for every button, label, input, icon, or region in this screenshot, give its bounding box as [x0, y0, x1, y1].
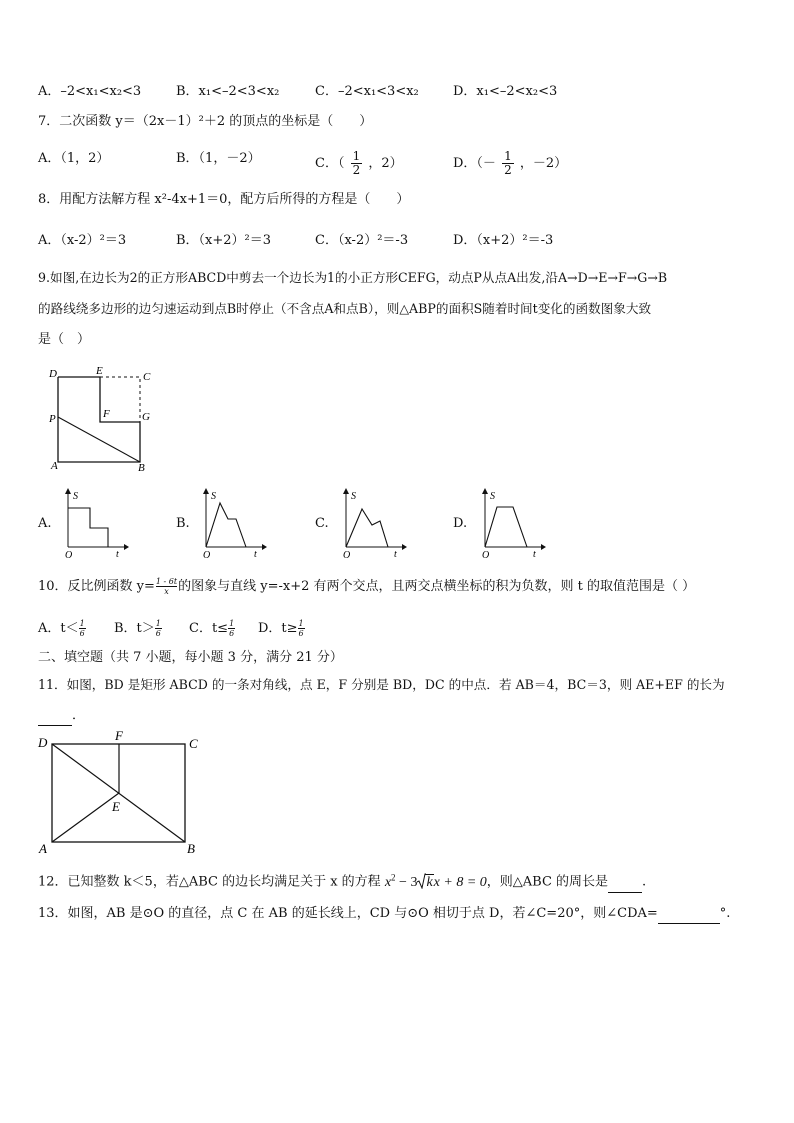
q8-stem: 8．用配方法解方程 x²-4x+1＝0，配方后所得的方程是（ ）	[38, 192, 410, 207]
q11-label-c: C	[189, 736, 198, 751]
q10-option-a: A．t＜ $\frac{1}{6}$	[38, 619, 85, 638]
section-2-heading: 二、填空题（共 7 小题，每小题 3 分，满分 21 分）	[38, 650, 343, 665]
q9-label-c: C	[143, 371, 151, 383]
q10-option-d: D．t≥ $\frac{1}{6}$	[258, 619, 304, 638]
q7-option-c: C．（ $\frac{1}{2}$ ，2）	[315, 149, 403, 177]
q11-label-d: D	[38, 735, 48, 750]
svg-text:t: t	[116, 549, 119, 559]
q10-option-b: B．t＞ $\frac{1}{6}$	[114, 619, 161, 638]
q11-label-e: E	[112, 799, 120, 814]
q6-option-b: B．x₁<–2<3<x₂	[176, 84, 280, 99]
q7-option-d: D．（－ $\frac{1}{2}$ ，－2）	[453, 149, 568, 177]
q9-graph-b	[198, 487, 268, 559]
svg-text:S: S	[351, 491, 356, 502]
svg-text:t: t	[254, 549, 257, 559]
svg-text:S: S	[73, 491, 78, 502]
q11-figure	[36, 727, 211, 857]
q7-c-fraction: $\frac{1}{2}$	[352, 149, 361, 177]
q12-answer-blank[interactable]	[608, 874, 642, 893]
q12-equation: $x^2 - 3$ kx + 8 = 0	[384, 872, 487, 890]
q9-option-c-letter: C.	[315, 516, 329, 531]
q8-option-b: B．（x+2）²＝3	[176, 233, 272, 248]
q11-line2: ．	[38, 707, 85, 726]
q9-label-f: F	[103, 408, 110, 420]
q9-option-a-letter: A.	[38, 516, 52, 531]
q6-option-d: D．x₁<–2<x₂<3	[453, 84, 558, 99]
q12-stem: 12．已知整数 k＜5，若△ABC 的边长均满足关于 x 的方程 $x^2 - 3$ kx + 8 = 0，则△ABC 的周长是 .	[38, 868, 646, 893]
q13-stem: 13．如图，AB 是⊙O 的直径，点 C 在 AB 的延长线上，CD 与⊙O 相切于点 D，若∠C=20°，则∠CDA= °.	[38, 905, 730, 924]
q7-option-a: A．（1，2）	[38, 151, 110, 166]
q7-option-b: B．（1，－2）	[176, 151, 261, 166]
q8-option-d: D．（x+2）²＝-3	[453, 233, 554, 248]
q9-graph-c	[338, 487, 408, 559]
q11-label-f: F	[115, 728, 123, 743]
q9-label-a: A	[51, 460, 58, 472]
q6-option-c: C．–2<x₁<3<x₂	[315, 84, 419, 99]
q9-option-b-letter: B.	[176, 516, 190, 531]
svg-text:t: t	[394, 549, 397, 559]
q9-label-g: G	[142, 411, 150, 423]
q11-answer-blank[interactable]	[38, 707, 72, 726]
svg-text:O: O	[343, 550, 351, 559]
svg-text:S: S	[211, 491, 216, 502]
q9-graph-a	[60, 487, 130, 559]
q9-label-d: D	[49, 368, 57, 380]
q11-label-b: B	[187, 841, 195, 856]
q7-stem: 7．二次函数 y＝（2x－1）²＋2 的顶点的坐标是（ ）	[38, 114, 373, 129]
q8-option-a: A．（x-2）²＝3	[38, 233, 127, 248]
q9-line3: 是（ ）	[38, 332, 91, 347]
svg-text:O: O	[65, 550, 73, 559]
q9-label-b: B	[138, 462, 145, 473]
q7-d-fraction: $\frac{1}{2}$	[504, 149, 512, 177]
svg-text:O: O	[482, 550, 490, 559]
q10-fraction: $\frac{1 - 6t}{x}$	[155, 577, 178, 596]
q9-line1: 9.如图,在边长为2的正方形ABCD中剪去一个边长为1的小正方形CEFG，动点P从点A出发,沿A→D→E→F→G→B	[38, 270, 668, 285]
q9-graph-d	[477, 487, 547, 559]
q9-label-e: E	[96, 365, 103, 377]
q13-answer-blank[interactable]	[658, 905, 720, 924]
q10-stem: 10．反比例函数 y= $\frac{1 - 6t}{x}$ 的图象与直线 y=-x+2 有两个交点，且两交点横坐标的积为负数，则 t 的取值范围是（ ）	[38, 577, 696, 596]
q9-option-d-letter: D.	[453, 516, 468, 531]
q6-option-a: A．–2<x₁<x₂<3	[38, 84, 142, 99]
q11-label-a: A	[39, 841, 47, 856]
q9-line2: 的路线绕多边形的边匀速运动到点B时停止（不含点A和点B），则△ABP的面积S随着时间t变化的函数图象大致	[38, 301, 652, 316]
q10-option-c: C．t≤ $\frac{1}{6}$	[189, 619, 235, 638]
svg-text:O: O	[203, 550, 211, 559]
svg-text:S: S	[490, 491, 495, 502]
q11-line1: 11．如图，BD 是矩形 ABCD 的一条对角线，点 E，F 分别是 BD，DC 的中点．若 AB＝4，BC＝3，则 AE+EF 的长为	[38, 677, 725, 692]
q9-figure	[45, 365, 160, 473]
q9-label-p: P	[49, 413, 56, 425]
q8-option-c: C．（x-2）²＝-3	[315, 233, 409, 248]
svg-text:t: t	[533, 549, 536, 559]
